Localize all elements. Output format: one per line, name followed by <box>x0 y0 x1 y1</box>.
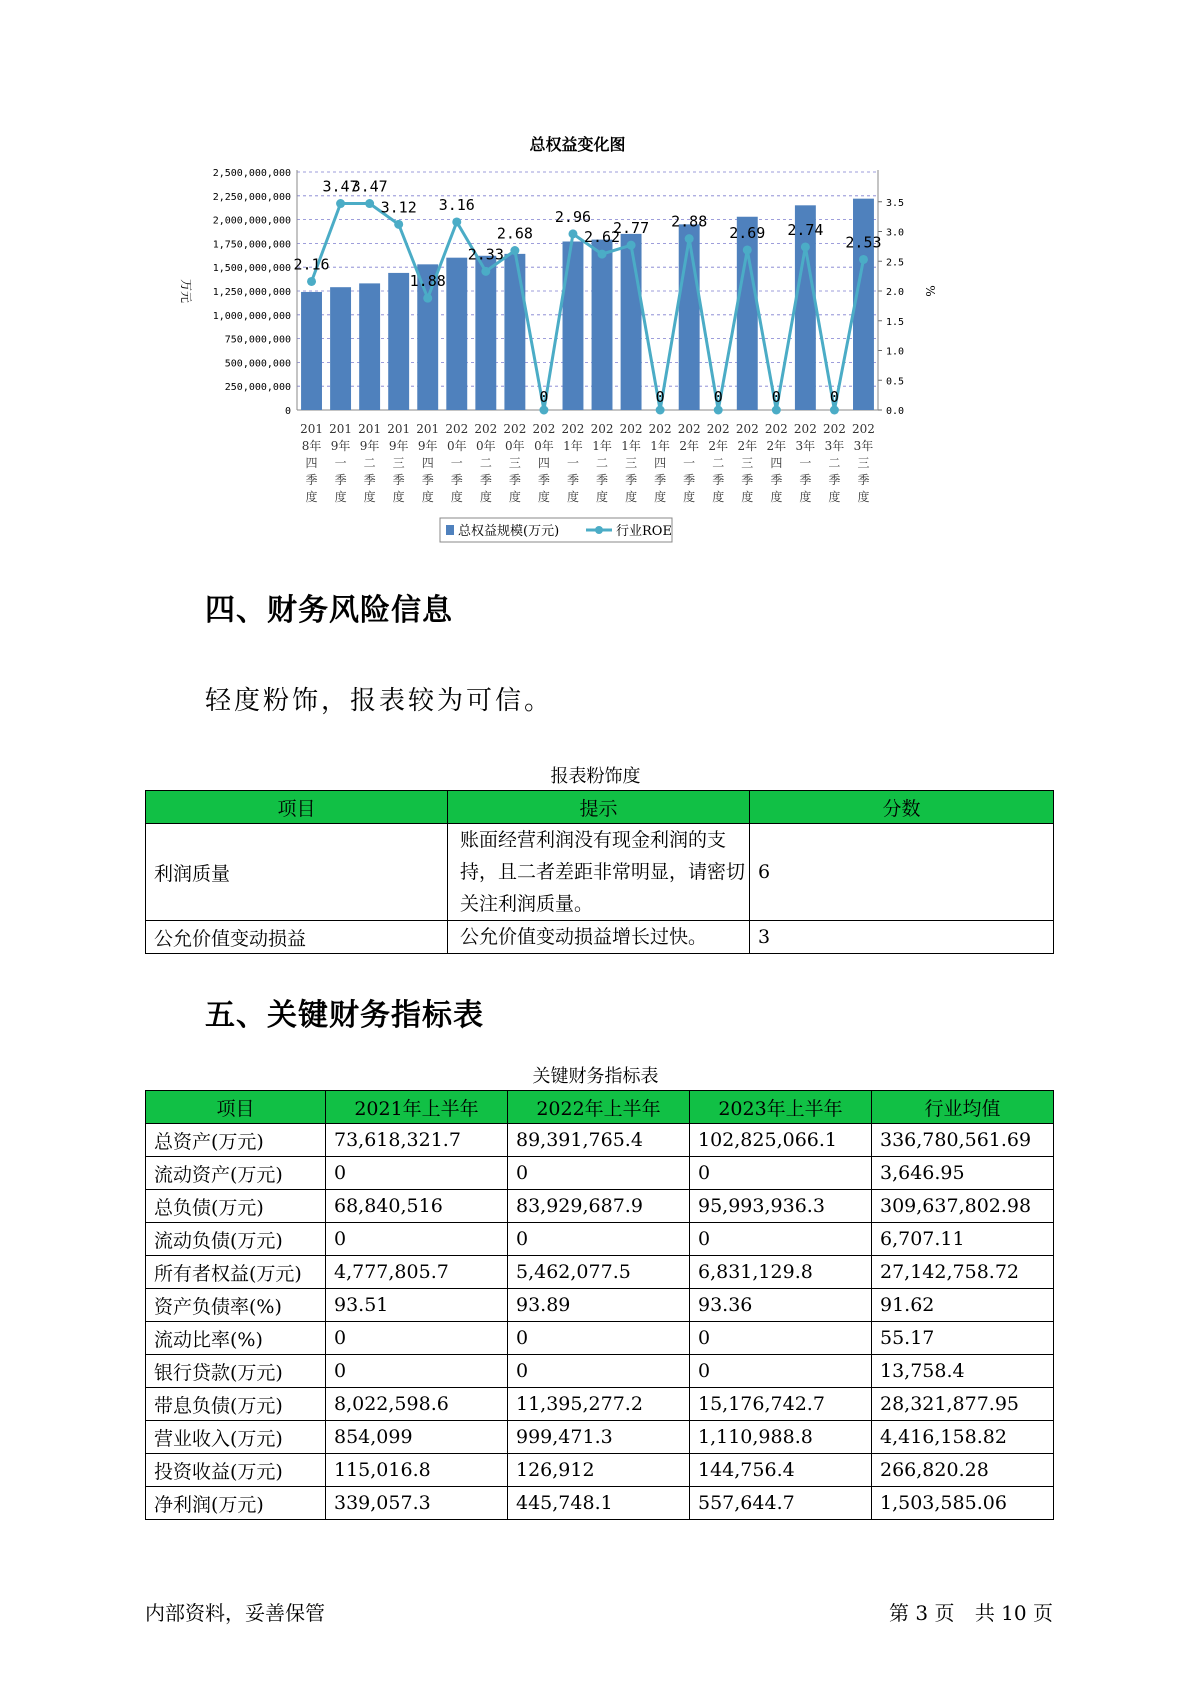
y-tick-label: 500,000,000 <box>224 358 291 370</box>
kpi-table-body <box>146 1124 1054 1520</box>
risk-item-cell: 公允价值变动损益 <box>146 921 448 954</box>
kpi-value-cell: 55.17 <box>872 1322 1054 1355</box>
table-row <box>146 1487 1054 1520</box>
risk-score-cell: 6 <box>750 824 1054 921</box>
table-row <box>146 921 1054 954</box>
table-row <box>146 1289 1054 1322</box>
kpi-header-cell: 项目 <box>146 1091 326 1124</box>
kpi-value-cell: 0 <box>508 1322 690 1355</box>
risk-hint-cell: 公允价值变动损益增长过快。 <box>448 921 750 954</box>
x-tick-label: 202 3年一季度 <box>793 422 817 504</box>
kpi-value-cell: 0 <box>690 1322 872 1355</box>
kpi-value-cell: 102,825,066.1 <box>690 1124 872 1157</box>
risk-hint-cell: 账面经营利润没有现金利润的支持，且二者差距非常明显，请密切关注利润质量。 <box>448 824 750 921</box>
risk-table-caption: 报表粉饰度 <box>550 766 641 787</box>
kpi-value-cell: 3,646.95 <box>872 1157 1054 1190</box>
kpi-value-cell: 445,748.1 <box>508 1487 690 1520</box>
kpi-value-cell: 854,099 <box>326 1421 508 1454</box>
y-tick-label: 1,250,000,000 <box>212 287 291 298</box>
x-tick-label: 202 2年一季度 <box>677 422 701 504</box>
x-tick-label: 202 0年四季度 <box>532 422 556 504</box>
roe-point <box>510 246 519 255</box>
roe-point <box>859 255 868 264</box>
risk-table <box>145 790 1054 954</box>
bar <box>592 240 613 410</box>
x-tick-label: 201 9年一季度 <box>329 422 353 504</box>
y2-tick-label: 2.5 <box>886 257 905 269</box>
equity-chart <box>170 130 950 600</box>
roe-data-label: 2.96 <box>554 207 592 226</box>
x-tick-label: 202 1年一季度 <box>561 422 585 504</box>
kpi-value-cell: 8,022,598.6 <box>326 1388 508 1421</box>
roe-data-label: 2.33 <box>467 245 504 264</box>
y2-tick-label: 1.5 <box>886 316 905 328</box>
roe-point <box>336 199 345 208</box>
risk-summary: 轻度粉饰，报表较为可信。 <box>205 686 554 716</box>
roe-point <box>801 242 810 251</box>
kpi-item-cell: 投资收益(万元) <box>146 1454 326 1487</box>
kpi-item-cell: 总负债(万元) <box>146 1190 326 1223</box>
y-tick-label: 1,500,000,000 <box>212 263 291 275</box>
kpi-value-cell: 83,929,687.9 <box>508 1190 690 1223</box>
kpi-value-cell: 68,840,516 <box>326 1190 508 1223</box>
y-tick-label: 0 <box>284 406 291 417</box>
kpi-item-cell: 总资产(万元) <box>146 1124 326 1157</box>
bar <box>359 283 380 410</box>
kpi-table <box>145 1090 1054 1520</box>
roe-data-label: 0 <box>771 388 781 406</box>
roe-data-label: 2.77 <box>613 219 650 238</box>
x-tick-label: 202 1年二季度 <box>590 422 614 504</box>
kpi-item-cell: 流动负债(万元) <box>146 1223 326 1256</box>
kpi-value-cell: 0 <box>508 1223 690 1256</box>
legend-swatch-bar <box>446 525 454 535</box>
risk-header-hint: 提示 <box>448 791 750 824</box>
y-tick-label: 1,000,000,000 <box>212 310 291 322</box>
roe-point <box>772 406 781 415</box>
kpi-header-cell: 2023年上半年 <box>690 1091 872 1124</box>
y-tick-label: 2,000,000,000 <box>212 215 291 227</box>
footer-page-info <box>885 1597 1053 1626</box>
bar <box>621 234 642 410</box>
table-row <box>146 1256 1054 1289</box>
kpi-value-cell: 91.62 <box>872 1289 1054 1322</box>
x-tick-label: 202 3年二季度 <box>822 422 846 504</box>
x-tick-label: 201 9年三季度 <box>387 422 411 504</box>
kpi-value-cell: 0 <box>326 1157 508 1190</box>
x-tick-label: 201 8年四季度 <box>300 422 323 504</box>
x-tick-label: 202 1年四季度 <box>648 422 672 504</box>
page-number: 第 3 页 <box>889 1601 955 1625</box>
bar <box>330 287 351 410</box>
kpi-value-cell: 0 <box>508 1355 690 1388</box>
roe-data-label: 3.16 <box>438 195 475 214</box>
bar <box>475 256 496 410</box>
y-tick-label: 1,750,000,000 <box>212 239 291 251</box>
roe-point <box>568 229 577 238</box>
roe-data-label: 2.16 <box>293 255 330 274</box>
kpi-value-cell: 0 <box>508 1157 690 1190</box>
y-tick-label: 250,000,000 <box>224 382 291 394</box>
kpi-value-cell: 1,503,585.06 <box>872 1487 1054 1520</box>
bar <box>446 258 467 410</box>
risk-header-item: 项目 <box>146 791 448 824</box>
bar <box>504 254 525 410</box>
kpi-value-cell: 266,820.28 <box>872 1454 1054 1487</box>
y2-tick-label: 0.0 <box>886 406 905 417</box>
kpi-value-cell: 0 <box>326 1355 508 1388</box>
kpi-value-cell: 336,780,561.69 <box>872 1124 1054 1157</box>
bar <box>301 292 322 410</box>
x-tick-label: 202 3年三季度 <box>852 422 875 504</box>
roe-point <box>627 241 636 250</box>
y2-tick-label: 3.5 <box>886 197 905 209</box>
roe-data-label: 0 <box>713 388 723 406</box>
legend-swatch-point <box>595 526 603 534</box>
kpi-table-caption: 关键财务指标表 <box>532 1066 659 1087</box>
kpi-value-cell: 11,395,277.2 <box>508 1388 690 1421</box>
kpi-item-cell: 流动比率(%) <box>146 1322 326 1355</box>
y2-tick-label: 0.5 <box>886 376 905 388</box>
kpi-value-cell: 126,912 <box>508 1454 690 1487</box>
x-tick-label: 202 0年三季度 <box>503 422 527 504</box>
risk-score-cell: 3 <box>750 921 1054 954</box>
kpi-item-cell: 银行贷款(万元) <box>146 1355 326 1388</box>
table-row <box>146 1190 1054 1223</box>
kpi-value-cell: 93.36 <box>690 1289 872 1322</box>
legend-label: 总权益规模(万元) <box>458 524 560 539</box>
kpi-value-cell: 5,462,077.5 <box>508 1256 690 1289</box>
kpi-item-cell: 净利润(万元) <box>146 1487 326 1520</box>
y-tick-label: 2,250,000,000 <box>212 191 291 203</box>
roe-data-label: 3.47 <box>322 177 359 196</box>
roe-data-label: 0 <box>829 388 839 406</box>
legend-label: 行业ROE <box>616 524 672 539</box>
kpi-value-cell: 28,321,877.95 <box>872 1388 1054 1421</box>
roe-data-label: 2.53 <box>845 233 882 252</box>
y2-tick-label: 2.0 <box>886 287 905 298</box>
footer-confidential: 内部资料，妥善保管 <box>145 1601 325 1625</box>
kpi-value-cell: 13,758.4 <box>872 1355 1054 1388</box>
x-tick-label: 201 9年二季度 <box>358 422 382 504</box>
section-5-title: 五、关键财务指标表 <box>205 998 484 1033</box>
kpi-value-cell: 93.89 <box>508 1289 690 1322</box>
roe-data-label: 0 <box>655 388 665 406</box>
roe-point <box>365 199 374 208</box>
x-tick-label: 202 1年三季度 <box>619 422 643 504</box>
roe-data-label: 2.69 <box>729 223 766 242</box>
kpi-value-cell: 15,176,742.7 <box>690 1388 872 1421</box>
x-tick-label: 201 9年四季度 <box>416 422 440 504</box>
table-row <box>146 1223 1054 1256</box>
roe-data-label: 1.88 <box>409 272 446 291</box>
roe-point <box>394 220 403 229</box>
kpi-value-cell: 0 <box>326 1223 508 1256</box>
risk-header-score: 分数 <box>750 791 1054 824</box>
kpi-value-cell: 6,831,129.8 <box>690 1256 872 1289</box>
table-row <box>146 1157 1054 1190</box>
chart-title: 总权益变化图 <box>529 135 626 154</box>
kpi-value-cell: 0 <box>690 1223 872 1256</box>
x-tick-label: 202 2年四季度 <box>764 422 788 504</box>
kpi-item-cell: 所有者权益(万元) <box>146 1256 326 1289</box>
table-row <box>146 1355 1054 1388</box>
kpi-header-cell: 2021年上半年 <box>326 1091 508 1124</box>
risk-item-cell: 利润质量 <box>146 824 448 921</box>
kpi-table-header-row <box>146 1091 1054 1124</box>
kpi-value-cell: 115,016.8 <box>326 1454 508 1487</box>
bar <box>563 241 584 410</box>
roe-point <box>743 245 752 254</box>
kpi-item-cell: 营业收入(万元) <box>146 1421 326 1454</box>
kpi-value-cell: 999,471.3 <box>508 1421 690 1454</box>
kpi-header-cell: 行业均值 <box>872 1091 1054 1124</box>
roe-data-label: 2.62 <box>583 228 621 247</box>
table-row <box>146 824 1054 921</box>
roe-point <box>423 294 432 303</box>
kpi-value-cell: 144,756.4 <box>690 1454 872 1487</box>
roe-data-label: 2.68 <box>496 224 533 243</box>
bar <box>679 224 700 410</box>
table-row <box>146 1454 1054 1487</box>
kpi-value-cell: 557,644.7 <box>690 1487 872 1520</box>
section-4-title: 四、财务风险信息 <box>205 593 453 628</box>
roe-data-label: 2.88 <box>671 212 708 231</box>
kpi-value-cell: 1,110,988.8 <box>690 1421 872 1454</box>
kpi-item-cell: 流动资产(万元) <box>146 1157 326 1190</box>
table-row <box>146 1388 1054 1421</box>
x-tick-label: 202 2年三季度 <box>735 422 759 504</box>
kpi-value-cell: 95,993,936.3 <box>690 1190 872 1223</box>
kpi-value-cell: 0 <box>690 1157 872 1190</box>
roe-data-label: 2.74 <box>787 220 824 239</box>
roe-data-label: 3.47 <box>351 177 388 196</box>
roe-data-label: 0 <box>539 388 549 406</box>
kpi-value-cell: 309,637,802.98 <box>872 1190 1054 1223</box>
y2-axis-label: % <box>923 285 937 297</box>
roe-point <box>598 250 607 259</box>
kpi-value-cell: 89,391,765.4 <box>508 1124 690 1157</box>
kpi-header-cell: 2022年上半年 <box>508 1091 690 1124</box>
y-tick-label: 2,500,000,000 <box>212 168 291 179</box>
y-axis-label: 万元 <box>179 278 193 304</box>
kpi-value-cell: 27,142,758.72 <box>872 1256 1054 1289</box>
roe-point <box>452 217 461 226</box>
roe-point <box>830 406 839 415</box>
page-total: 共 10 页 <box>974 1601 1053 1625</box>
equity-chart-svg <box>170 130 950 600</box>
roe-point <box>307 277 316 286</box>
table-row <box>146 1124 1054 1157</box>
roe-point <box>481 267 490 276</box>
x-tick-label: 202 2年二季度 <box>706 422 730 504</box>
roe-point <box>714 406 723 415</box>
kpi-item-cell: 资产负债率(%) <box>146 1289 326 1322</box>
x-tick-label: 202 0年一季度 <box>445 422 469 504</box>
kpi-value-cell: 73,618,321.7 <box>326 1124 508 1157</box>
kpi-value-cell: 93.51 <box>326 1289 508 1322</box>
roe-data-label: 3.12 <box>380 198 417 217</box>
table-row <box>146 1322 1054 1355</box>
bar <box>388 273 409 410</box>
roe-point <box>685 234 694 243</box>
kpi-value-cell: 4,777,805.7 <box>326 1256 508 1289</box>
kpi-value-cell: 4,416,158.82 <box>872 1421 1054 1454</box>
kpi-value-cell: 0 <box>326 1322 508 1355</box>
y2-tick-label: 3.0 <box>886 227 905 239</box>
risk-table-header-row <box>146 791 1054 824</box>
x-tick-label: 202 0年二季度 <box>474 422 498 504</box>
kpi-value-cell: 339,057.3 <box>326 1487 508 1520</box>
kpi-item-cell: 带息负债(万元) <box>146 1388 326 1421</box>
roe-point <box>539 406 548 415</box>
y-tick-label: 750,000,000 <box>224 334 291 346</box>
table-row <box>146 1421 1054 1454</box>
kpi-value-cell: 0 <box>690 1355 872 1388</box>
kpi-value-cell: 6,707.11 <box>872 1223 1054 1256</box>
y2-tick-label: 1.0 <box>886 346 905 358</box>
roe-point <box>656 406 665 415</box>
